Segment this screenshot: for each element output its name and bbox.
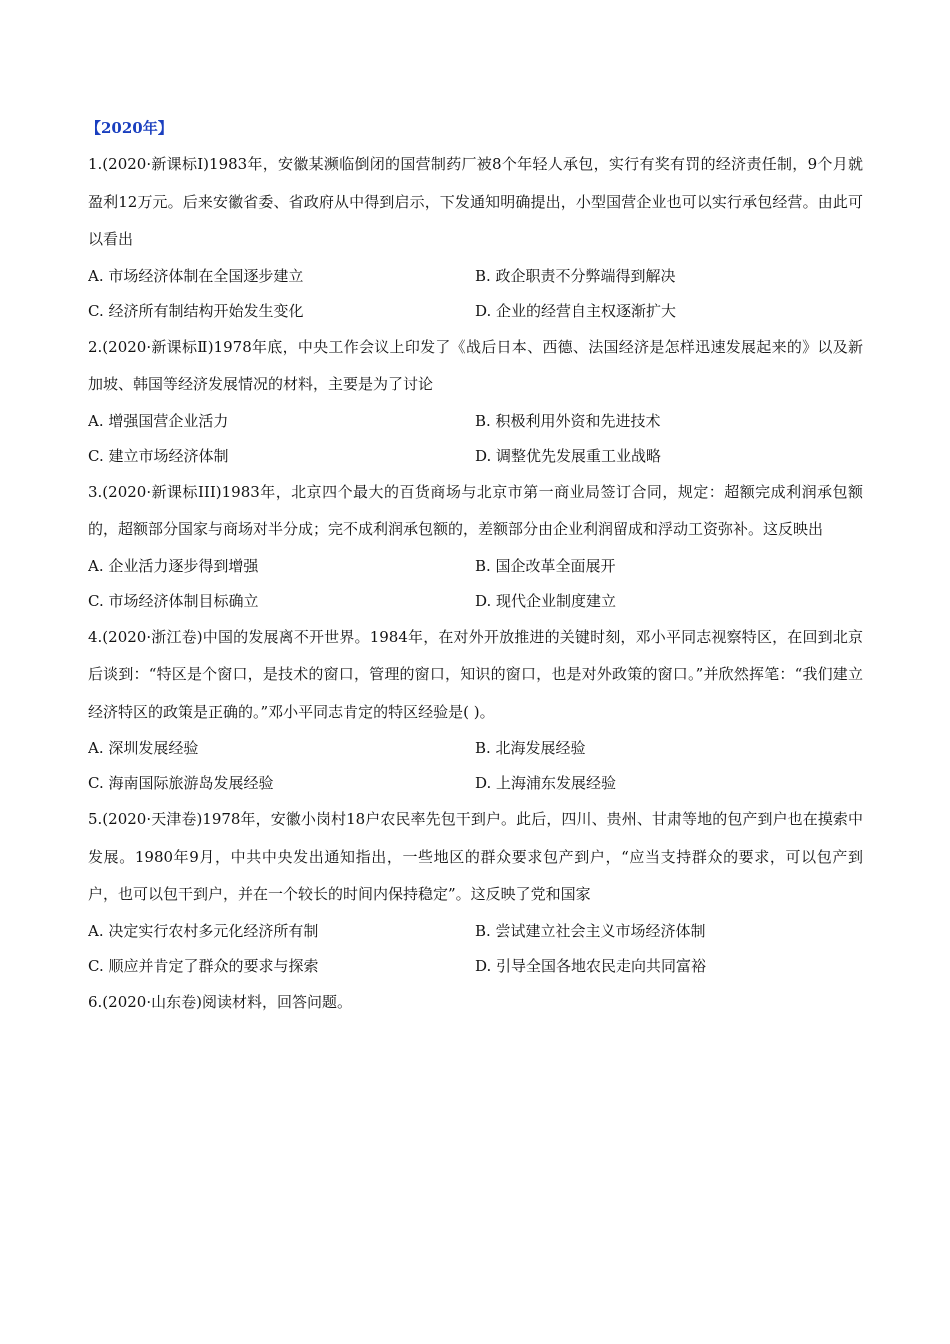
option-b: B. 北海发展经验 <box>475 739 586 757</box>
question-2 <box>88 329 863 474</box>
question-stem: 3.(2020·新课标III)1983年，北京四个最大的百货商场与北京市第一商业局签订合同，规定：超额完成利润承包额的，超额部分国家与商场对半分成；完不成利润承包额的，差额部分由企业利润留成和浮动工资弥补。这反映出 <box>88 482 863 538</box>
option-d: D. 调整优先发展重工业战略 <box>475 446 662 465</box>
option-a: A. 增强国营企业活力 <box>88 411 229 430</box>
question-6 <box>88 984 863 1022</box>
question-4 <box>88 619 863 802</box>
question-3 <box>88 474 863 619</box>
section-title: 【2020年】 <box>86 119 173 137</box>
option-c: C. 市场经济体制目标确立 <box>88 591 259 610</box>
option-d: D. 企业的经营自主权逐渐扩大 <box>475 301 677 320</box>
options-grid <box>88 404 863 474</box>
option-a: A. 市场经济体制在全国逐步建立 <box>88 266 304 285</box>
question-1 <box>88 146 863 329</box>
question-stem: 4.(2020·浙江卷)中国的发展离不开世界。1984年，在对外开放推进的关键时刻，邓小平同志视察特区，在回到北京后谈到：“特区是个窗口，是技术的窗口，管理的窗口，知识的窗口，也是对外政策的窗口。”并欣然挥笔：“我们建立经济特区的政策是正确的。”邓小平同志肯定的特区经验是( )。 <box>88 627 863 721</box>
option-d: D. 上海浦东发展经验 <box>475 774 617 792</box>
question-stem: 5.(2020·天津卷)1978年，安徽小岗村18户农民率先包干到户。此后，四川、贵州、甘肃等地的包产到户也在摸索中发展。1980年9月，中共中央发出通知指出，一些地区的群众要求包产到户，“应当支持群众的要求，可以包产到户，也可以包干到户，并在一个较长的时间内保持稳定”。这反映了党和国家 <box>88 810 863 903</box>
option-c: C. 海南国际旅游岛发展经验 <box>88 774 274 792</box>
options-grid <box>88 549 863 619</box>
question-5 <box>88 801 863 984</box>
option-d: D. 引导全国各地农民走向共同富裕 <box>475 956 707 975</box>
option-b: B. 积极利用外资和先进技术 <box>475 411 661 430</box>
option-b: B. 国企改革全面展开 <box>475 556 616 575</box>
option-b: B. 政企职责不分弊端得到解决 <box>475 266 676 285</box>
option-a: A. 企业活力逐步得到增强 <box>88 556 259 575</box>
option-a: A. 决定实行农村多元化经济所有制 <box>88 921 319 940</box>
question-stem: 2.(2020·新课标Ⅱ)1978年底，中央工作会议上印发了《战后日本、西德、法国经济是怎样迅速发展起来的》以及新加坡、韩国等经济发展情况的材料，主要是为了讨论 <box>88 337 863 393</box>
question-stem: 6.(2020·山东卷)阅读材料，回答问题。 <box>88 992 352 1011</box>
option-b: B. 尝试建立社会主义市场经济体制 <box>475 921 706 940</box>
options-grid <box>88 731 863 801</box>
option-a: A. 深圳发展经验 <box>88 739 199 757</box>
question-stem: 1.(2020·新课标I)1983年，安徽某濒临倒闭的国营制药厂被8个年轻人承包，实行有奖有罚的经济责任制，9个月就盈利12万元。后来安徽省委、省政府从中得到启示，下发通知明确提出，小型国营企业也可以实行承包经营。由此可以看出 <box>88 155 863 248</box>
option-c: C. 经济所有制结构开始发生变化 <box>88 301 304 320</box>
option-d: D. 现代企业制度建立 <box>475 591 617 610</box>
options-grid <box>88 259 863 329</box>
options-grid <box>88 914 863 984</box>
option-c: C. 建立市场经济体制 <box>88 446 229 465</box>
document-page <box>88 110 863 1021</box>
option-c: C. 顺应并肯定了群众的要求与探索 <box>88 956 319 975</box>
